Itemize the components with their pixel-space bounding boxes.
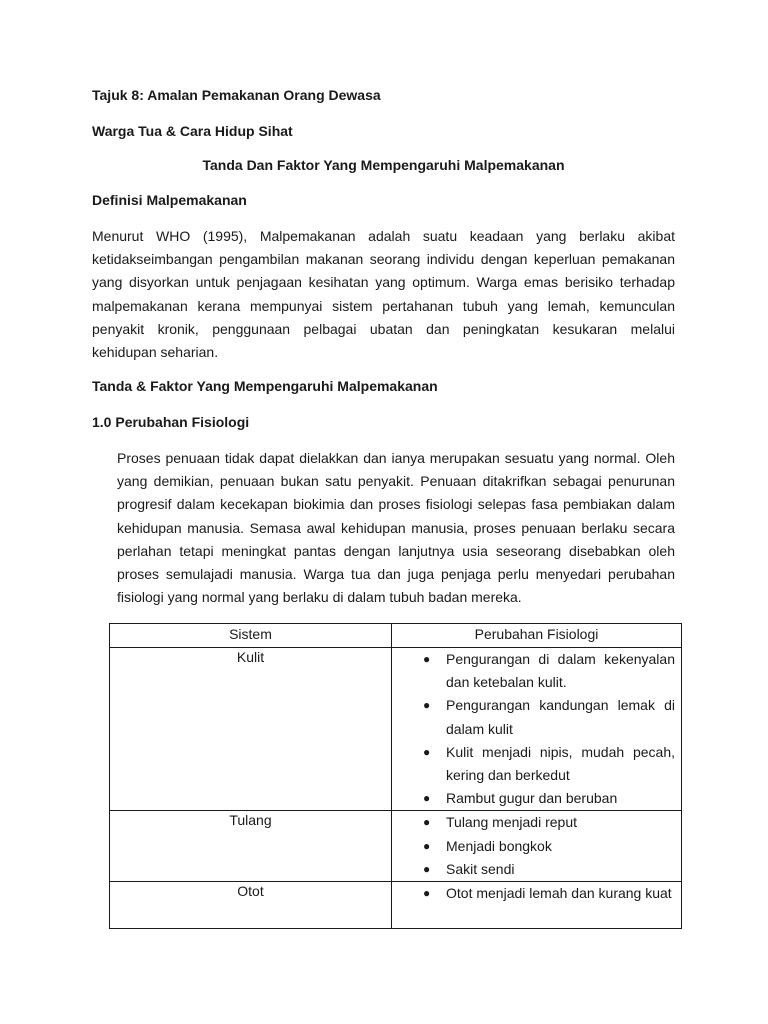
physiology-table xyxy=(109,623,682,929)
bullet-icon: ● xyxy=(423,652,431,666)
list-item xyxy=(392,858,675,881)
paragraph-definisi xyxy=(92,225,675,364)
paragraph-line: progresif dalam kecekapan biokimia dan proses fisiologi selepas fasa pembiakan dalam xyxy=(117,496,675,513)
bullet-icon: ● xyxy=(423,861,431,876)
system-cell: Otot xyxy=(110,882,392,929)
paragraph-line: yang disyorkan untuk penjagaan kesihatan yang optimum. Warga emas berisiko terhadap xyxy=(92,274,675,291)
bullet-icon: ● xyxy=(423,838,431,853)
list-item-line: Otot menjadi lemah dan kurang kuat xyxy=(446,885,672,902)
paragraph-line: penyakit kronik, penggunaan pelbagai ubatan dan peningkatan kesukaran melalui xyxy=(92,320,675,337)
list-item xyxy=(392,741,675,787)
list-item-line: Pengurangan di dalam kekenyalan xyxy=(446,651,675,667)
paragraph-line: proses semulajadi manusia. Warga tua dan juga penjaga perlu menyedari perubahan xyxy=(117,565,675,582)
paragraph-line: kehidupan seharian. xyxy=(92,343,219,360)
list-item xyxy=(392,835,675,858)
list-item-line: Pengurangan kandungan lemak di xyxy=(446,697,675,714)
paragraph-line: malpemakanan kerana mempunyai sistem pertahanan tubuh yang lemah, kemunculan xyxy=(92,297,675,314)
list-item-line: dan ketebalan kulit. xyxy=(446,674,567,691)
list-item xyxy=(392,882,675,905)
paragraph-line: yang demikian, penuaan bukan satu penyakit. Penuaan ditakrifkan sebagai penurunan xyxy=(117,473,675,490)
bullet-icon: ● xyxy=(423,791,431,806)
header-sistem: Sistem xyxy=(110,624,392,648)
changes-cell xyxy=(392,648,682,811)
list-item xyxy=(392,648,675,694)
header-perubahan-fisiologi: Perubahan Fisiologi xyxy=(392,624,682,648)
heading-perubahan-fisiologi: 1.0 Perubahan Fisiologi xyxy=(92,414,250,430)
heading-center-title: Tanda Dan Faktor Yang Mempengaruhi Malpemakanan xyxy=(202,157,565,173)
paragraph-fisiologi xyxy=(117,447,675,609)
list-item-line: Rambut gugur dan beruban xyxy=(446,790,618,807)
bullet-icon: ● xyxy=(423,815,431,830)
system-cell: Kulit xyxy=(110,648,392,811)
table-row xyxy=(110,648,682,811)
bullet-icon: ● xyxy=(423,886,431,901)
heading-tanda-faktor: Tanda & Faktor Yang Mempengaruhi Malpemakanan xyxy=(92,378,438,394)
list-item xyxy=(392,694,675,740)
table-row xyxy=(110,882,682,929)
list-item-line: kering dan berkedut xyxy=(446,767,570,784)
list-item-line: Kulit menjadi nipis, mudah pecah, xyxy=(446,743,675,760)
table-row xyxy=(110,811,682,882)
heading-warga-tua: Warga Tua & Cara Hidup Sihat xyxy=(92,123,293,139)
changes-cell xyxy=(392,811,682,882)
table-header-row xyxy=(110,624,682,648)
system-cell: Tulang xyxy=(110,811,392,882)
changes-list xyxy=(392,811,681,881)
paragraph-line: fisiologi yang normal yang berlaku di dalam tubuh badan mereka. xyxy=(117,589,522,606)
heading-definisi: Definisi Malpemakanan xyxy=(92,192,247,208)
paragraph-line: ketidakseimbangan pengambilan makanan seorang individu dengan keperluan pemakanan xyxy=(92,251,675,268)
list-item xyxy=(392,787,675,810)
paragraph-line: Proses penuaan tidak dapat dielakkan dan ianya merupakan sesuatu yang normal. Oleh xyxy=(117,450,675,466)
list-item xyxy=(392,811,675,834)
list-item-line: dalam kulit xyxy=(446,720,513,737)
list-item-line: Sakit sendi xyxy=(446,860,515,877)
changes-cell xyxy=(392,882,682,929)
list-item-line: Tulang menjadi reput xyxy=(446,814,578,831)
bullet-icon: ● xyxy=(423,698,431,713)
changes-list xyxy=(392,882,681,905)
list-item-line: Menjadi bongkok xyxy=(446,837,552,854)
paragraph-line: Menurut WHO (1995), Malpemakanan adalah suatu keadaan yang berlaku akibat xyxy=(92,228,675,244)
paragraph-line: perlahan tetapi meningkat pantas dengan lanjutnya usia seseorang disebabkan oleh xyxy=(117,542,675,559)
bullet-icon: ● xyxy=(423,744,431,759)
changes-list xyxy=(392,648,681,810)
heading-tajuk: Tajuk 8: Amalan Pemakanan Orang Dewasa xyxy=(92,87,381,103)
paragraph-line: kehidupan manusia. Semasa awal kehidupan manusia, proses penuaan berlaku secara xyxy=(117,519,675,536)
